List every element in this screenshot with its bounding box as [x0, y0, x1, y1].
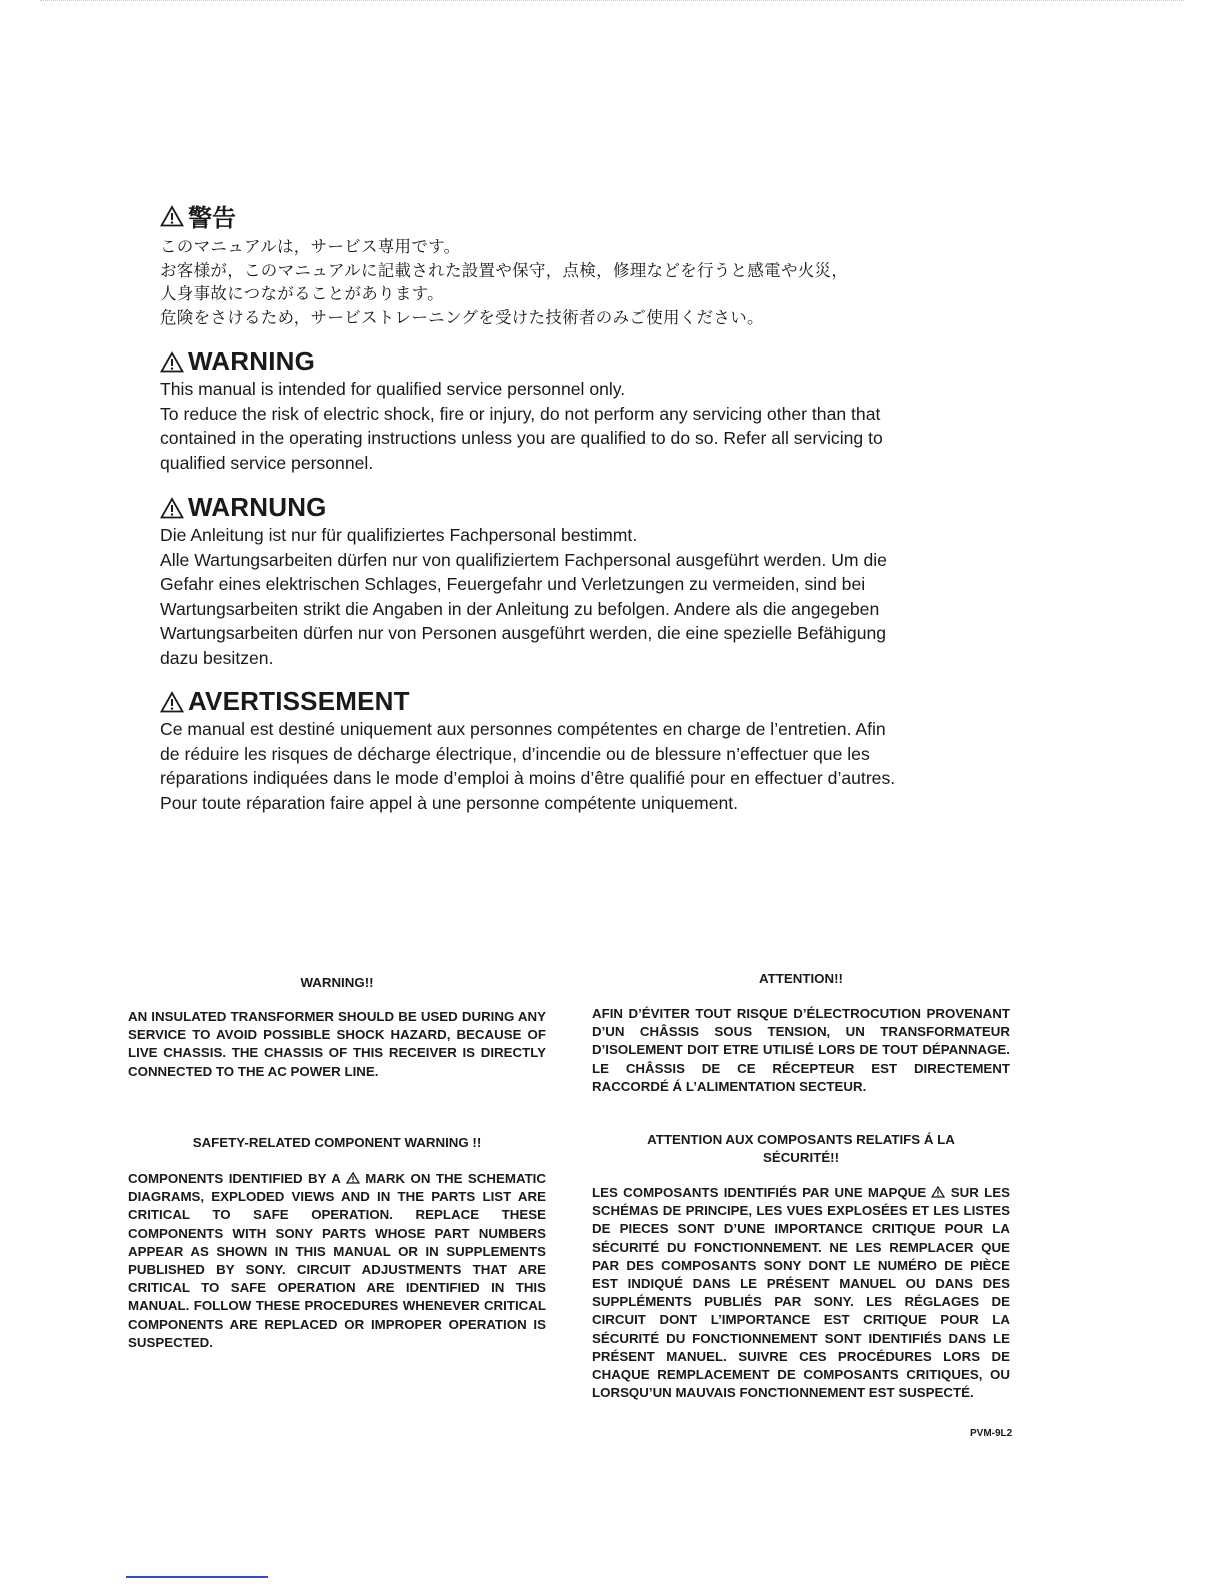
- right-attention-title: ATTENTION!!: [759, 971, 843, 986]
- warning-en-line-1: This manual is intended for qualified service personnel only.: [160, 379, 626, 399]
- warning-triangle-icon: [160, 497, 184, 519]
- warning-triangle-icon: [160, 205, 184, 227]
- right-safety-title-block: [592, 1131, 1010, 1167]
- left-warning-column: [128, 974, 546, 992]
- left-warning-body-block: [128, 1008, 546, 1081]
- right-safety-body-part-1: LES COMPOSANTS IDENTIFIÉS PAR UNE MAPQUE: [592, 1185, 927, 1200]
- avertissement-fr-line-4: Pour toute réparation faire appel à une personne compétente uniquement.: [160, 792, 739, 813]
- warnung-de-line-1: Die Anleitung ist nur für qualifiziertes Fachpersonal bestimmt.: [160, 525, 638, 545]
- left-safety-body: [128, 1170, 546, 1352]
- scan-top-edge: [40, 0, 1184, 3]
- avertissement-fr-line-1: Ce manual est destiné uniquement aux personnes compétentes en charge de l’entretien. Afin: [160, 719, 886, 739]
- right-safety-body-block: [592, 1184, 1010, 1402]
- jp-warning-heading: [160, 198, 920, 233]
- warning-en-line-3: contained in the operating instructions unless you are qualified to do so. Refer all servicing to: [160, 428, 883, 448]
- right-safety-title: ATTENTION AUX COMPOSANTS RELATIFS Á LA SÉCURITÉ!!: [647, 1132, 955, 1166]
- right-safety-body: [592, 1184, 1010, 1402]
- warnung-de-line-2: Alle Wartungsarbeiten dürfen nur von qualifiziertem Fachpersonal ausgeführt werden. Um die: [160, 549, 887, 570]
- warning-triangle-icon: [160, 351, 184, 373]
- warnung-de-line-3: Gefahr eines elektrischen Schlages, Feuergefahr und Verletzungen zu vermeiden, sind bei: [160, 574, 866, 594]
- bottom-edge-line: [126, 1576, 268, 1578]
- warnung-de-section: [160, 492, 920, 670]
- jp-warning-line-4: 危険をさけるため，サービストレーニングを受けた技術者のみご使用ください。: [160, 307, 764, 327]
- right-safety-body-part-2: SUR LES SCHÉMAS DE PRINCIPE, LES VUES EXPLOSÉES ET LES LISTES DE PIECES SONT D’UNE IMPORTANCE CRITIQUE POUR LA SÉCURITÉ DU FONCTIONNEMENT. NE LES REMPLACER QUE PAR DES COMPOSANTS SONY DONT LE NUMÉRO DE PIÈCE EST INDIQUÉ DANS LE PRÉSENT MANUEL OU DANS DES SUPPLÉMENTS PUBLIÉS PAR SONY. LES RÉGLAGES DE CIRCUIT DONT L’IMPORTANCE EST CRITIQUE POUR LA SÉCURITÉ DU FONCTIONNEMENT SONT IDENTIFIÉS DANS LE PRÉSENT MANUEL. SUIVRE CES PROCÉDURES LORS DE CHAQUE REMPLACEMENT DE COMPOSANTS CRITIQUES, OU LORSQU’UN MAUVAIS FONCTIONNEMENT EST SUSPECTÉ.: [592, 1185, 1010, 1401]
- avertissement-fr-line-2: de réduire les risques de décharge électrique, d’incendie ou de blessure n’effectuer que les: [160, 743, 870, 764]
- left-warning-body: AN INSULATED TRANSFORMER SHOULD BE USED DURING ANY SERVICE TO AVOID POSSIBLE SHOCK HAZARD, BECAUSE OF LIVE CHASSIS. THE CHASSIS OF THIS RECEIVER IS DIRECTLY CONNECTED TO THE AC POWER LINE.: [128, 1009, 546, 1079]
- warning-triangle-icon: [160, 691, 184, 713]
- left-safety-body-part-1: COMPONENTS IDENTIFIED BY A: [128, 1171, 341, 1186]
- warning-en-line-4: qualified service personnel.: [160, 452, 374, 473]
- warning-en-title: WARNING: [188, 346, 316, 376]
- avertissement-fr-section: [160, 686, 920, 815]
- warnung-de-line-5: Wartungsarbeiten dürfen nur von Personen ausgeführt werden, die eine spezielle Befähigung: [160, 623, 887, 643]
- warning-en-heading: [160, 346, 920, 377]
- avertissement-fr-title: AVERTISSEMENT: [188, 686, 410, 716]
- left-warning-title: WARNING!!: [300, 975, 374, 990]
- left-safety-body-block: [128, 1170, 546, 1352]
- warning-triangle-icon: [346, 1172, 360, 1184]
- jp-warning-title: 警告: [188, 204, 236, 232]
- left-safety-body-part-2: MARK ON THE SCHEMATIC DIAGRAMS, EXPLODED VIEWS AND IN THE PARTS LIST ARE CRITICAL TO SAFE OPERATION. REPLACE THESE COMPONENTS WITH SONY PARTS WHOSE PART NUMBERS APPEAR AS SHOWN IN THIS MANUAL OR IN SUPPLEMENTS PUBLISHED BY SONY. CIRCUIT ADJUSTMENTS THAT ARE CRITICAL TO SAFE OPERATION ARE IDENTIFIED IN THIS MANUAL. FOLLOW THESE PROCEDURES WHENEVER CRITICAL COMPONENTS ARE REPLACED OR IMPROPER OPERATION IS SUSPECTED.: [128, 1171, 546, 1350]
- jp-warning-section: [160, 198, 920, 329]
- avertissement-fr-heading: [160, 686, 920, 717]
- warnung-de-heading: [160, 492, 920, 523]
- left-safety-title: SAFETY-RELATED COMPONENT WARNING !!: [192, 1135, 482, 1150]
- right-attention-body-block: [592, 1005, 1010, 1096]
- model-code: PVM-9L2: [970, 1428, 1013, 1439]
- jp-warning-line-3: 人身事故につながることがあります。: [160, 284, 444, 303]
- right-attention-title-block: [592, 970, 1010, 988]
- warning-en-line-2: To reduce the risk of electric shock, fire or injury, do not perform any servicing other than that: [160, 403, 881, 424]
- jp-warning-line-1: このマニュアルは，サービス専用です。: [160, 237, 461, 256]
- warnung-de-line-4: Wartungsarbeiten strikt die Angaben in der Anleitung zu befolgen. Andere als die angegeben: [160, 598, 880, 619]
- warnung-de-title: WARNUNG: [188, 492, 327, 522]
- right-attention-body: AFIN D’ÉVITER TOUT RISQUE D’ÉLECTROCUTION PROVENANT D’UN CHÂSSIS SOUS TENSION, UN TRANSFORMATEUR D’ISOLEMENT DOIT ETRE UTILISÉ LORS DE TOUT DÉPANNAGE. LE CHÂSSIS DE CE RÉCEPTEUR EST DIRECTEMENT RACCORDÉ Á L’ALIMENTATION SECTEUR.: [592, 1006, 1010, 1094]
- left-safety-title-block: [128, 1134, 546, 1152]
- warning-en-section: [160, 346, 920, 475]
- jp-warning-line-2: お客様が，このマニュアルに記載された設置や保守，点検，修理などを行うと感電や火災，: [160, 260, 849, 280]
- warning-triangle-icon: [931, 1186, 945, 1198]
- avertissement-fr-line-3: réparations indiquées dans le mode d’emploi à moins d’être qualifié pour en effectuer d’autres.: [160, 768, 896, 788]
- warnung-de-line-6: dazu besitzen.: [160, 647, 274, 668]
